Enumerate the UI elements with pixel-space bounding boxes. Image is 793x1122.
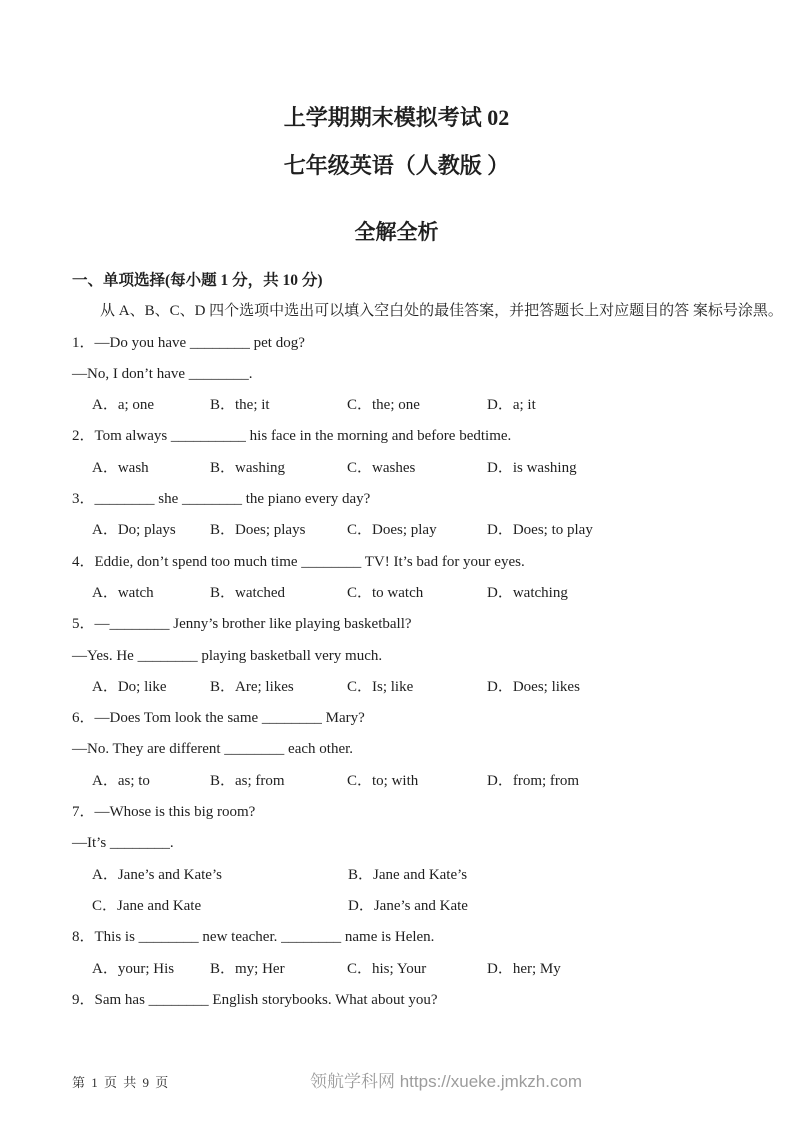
q1-stem-line-2: —No, I don’t have ________.: [72, 365, 253, 382]
q6-option-c: C．to; with: [347, 772, 419, 789]
q4-option-b: B．watched: [210, 584, 285, 601]
q7-options-row-2: [72, 891, 742, 922]
q4-option-c: C．to watch: [347, 584, 424, 601]
q5-stem-line-1: 5．—________ Jenny’s brother like playing basketball?: [72, 616, 412, 633]
q8-option-c: C．his; Your: [347, 960, 427, 977]
q4-stem-line-1: 4．Eddie, don’t spend too much time ________ TV! It’s bad for your eyes.: [72, 553, 525, 570]
q7-option-a: A．Jane’s and Kate’s: [92, 866, 222, 883]
q2-option-c: C．washes: [347, 459, 416, 476]
q6-stem-line-1: 6．—Does Tom look the same ________ Mary?: [72, 710, 365, 727]
q8-option-a: A．your; His: [92, 960, 175, 977]
q5-option-d: D．Does; likes: [487, 678, 580, 695]
q5-option-b: B．Are; likes: [210, 678, 294, 695]
q7-stem-line-2: —It’s ________.: [72, 835, 174, 852]
q7-option-d: D．Jane’s and Kate: [348, 897, 468, 914]
q5-option-c: C．Is; like: [347, 678, 414, 695]
exam-title: 上学期期末模拟考试 02: [283, 105, 510, 130]
q1-option-d: D．a; it: [487, 397, 536, 414]
q7-option-c: C．Jane and Kate: [92, 897, 202, 914]
q8-option-b: B．my; Her: [210, 960, 285, 977]
q4-option-d: D．watching: [487, 584, 568, 601]
q5-options: [72, 672, 742, 703]
q2-options: [72, 453, 742, 484]
q1-stem-line-1: 1．—Do you have ________ pet dog?: [72, 334, 305, 351]
q4-option-a: A．watch: [92, 584, 154, 601]
q4-options: [72, 578, 742, 609]
exam-subtitle: 七年级英语（人教版 ）: [283, 153, 510, 178]
q6-option-b: B．as; from: [210, 772, 285, 789]
q6-stem-line-2: —No. They are different ________ each other.: [72, 741, 354, 758]
page-number: 第 1 页 共 9 页: [72, 1075, 170, 1090]
q6-options: [72, 766, 742, 797]
q8-option-d: D．her; My: [487, 960, 561, 977]
q8-stem-line-1: 8．This is ________ new teacher. ________ name is Helen.: [72, 929, 435, 946]
section-1-instruction: 从 A、B、C、D 四个选项中选出可以填入空白处的最佳答案，并把答题长上对应题目的答 案标号涂黑。: [100, 303, 783, 320]
exam-body: [72, 265, 783, 1016]
q3-option-b: B．Does; plays: [210, 522, 306, 539]
q7-stem-line-1: 7．—Whose is this big room?: [72, 804, 256, 821]
q5-option-a: A．Do; like: [92, 678, 167, 695]
q2-option-d: D．is washing: [487, 459, 577, 476]
q1-option-a: A．a; one: [92, 397, 155, 414]
q3-stem-line-1: 3．________ she ________ the piano every day?: [72, 491, 371, 508]
q8-options: [72, 954, 742, 985]
q1-option-c: C．the; one: [347, 397, 420, 414]
q3-option-a: A．Do; plays: [92, 522, 176, 539]
q1-options: [72, 390, 742, 421]
q7-option-b: B．Jane and Kate’s: [348, 866, 468, 883]
q2-stem-line-1: 2．Tom always __________ his face in the morning and before bedtime.: [72, 428, 512, 445]
q3-option-d: D．Does; to play: [487, 522, 593, 539]
q1-option-b: B．the; it: [210, 397, 270, 414]
q7-options-row-1: [72, 860, 742, 891]
q3-option-c: C．Does; play: [347, 522, 437, 539]
q9-stem-line-1: 9．Sam has ________ English storybooks. What about you?: [72, 991, 438, 1008]
q2-option-a: A．wash: [92, 459, 149, 476]
section-1-heading: 一、单项选择(每小题 1 分，共 10 分): [72, 272, 323, 289]
q2-option-b: B．washing: [210, 459, 286, 476]
answer-key-title: 全解全析: [354, 220, 439, 244]
q6-option-a: A．as; to: [92, 772, 150, 789]
site-watermark: 领航学科网 https://xueke.jmkzh.com: [310, 1072, 583, 1091]
q5-stem-line-2: —Yes. He ________ playing basketball very much.: [72, 647, 383, 664]
q3-options: [72, 515, 742, 546]
q6-option-d: D．from; from: [487, 772, 580, 789]
